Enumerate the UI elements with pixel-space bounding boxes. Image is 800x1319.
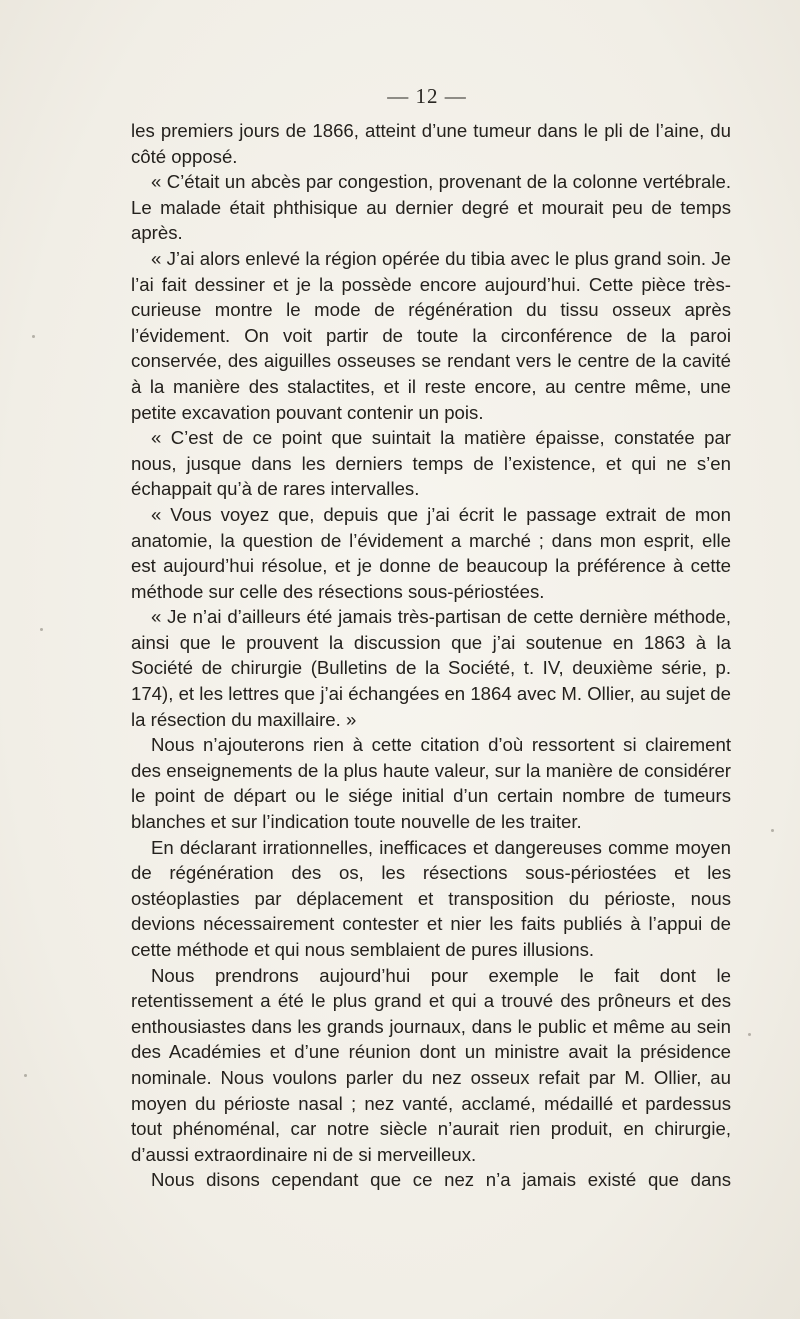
paragraph-7: Nous n’ajouterons rien à cette citation d’où ressortent si clairement des enseignements de la plus haute valeur, sur la manière de considérer le point de départ ou le siége initial d’un certain nombre de tumeurs blanches et sur l’indication toute nouvelle de les traiter. (131, 734, 731, 833)
paper-speck (40, 628, 43, 631)
paragraph-8: En déclarant irrationnelles, inefficaces et dangereuses comme moyen de régénération des os, les résections sous-périostées et les ostéoplasties par déplacement et transposition du périoste, nous devions nécessairement contester et nier les faits publiés à l’appui de cette méthode et qui nous semblaient de pures illusions. (131, 836, 731, 960)
paper-speck (32, 335, 35, 338)
paper-speck (748, 1033, 751, 1036)
paragraph-10: Nous disons cependant que ce nez n’a jamais existé que dans (151, 1169, 731, 1191)
paragraph-4: « C’est de ce point que suintait la matière épaisse, constatée par nous, jusque dans les derniers temps de l’existence, et qui ne s’en échappait qu’à de rares intervalles. (131, 427, 731, 500)
paper-speck (24, 1074, 27, 1077)
page-number: — 12 — (387, 84, 467, 108)
body-text (131, 118, 731, 1193)
paragraph-6: « Je n’ai d’ailleurs été jamais très-partisan de cette dernière méthode, ainsi que le prouvent la discussion que j’ai soutenue en 1863 à la Société de chirurgie (Bulletins de la Société, t. IV, deuxième série, p. 174), et les lettres que j’ai échangées en 1864 avec M. Ollier, au sujet de la résection du maxillaire. » (131, 606, 731, 730)
paragraph-9: Nous prendrons aujourd’hui pour exemple le fait dont le retentissement a été le plus grand et qui a trouvé des prôneurs et des enthousiastes dans les grands journaux, dans le public et même au sein des Académies et d’une réunion dont un ministre avait la présidence nominale. Nous voulons parler du nez osseux refait par M. Ollier, au moyen du périoste nasal ; nez vanté, acclamé, médaillé et pardessus tout phénoménal, car notre siècle n’aurait rien produit, en chirurgie, d’aussi extraordinaire ni de si merveilleux. (131, 964, 731, 1165)
paragraph-2: « C’était un abcès par congestion, provenant de la colonne vertébrale. Le malade était phthisique au dernier degré et mourait peu de temps après. (131, 171, 731, 244)
paragraph-3: « J’ai alors enlevé la région opérée du tibia avec le plus grand soin. Je l’ai fait dessiner et je la possède encore aujourd’hui. Cette pièce très-curieuse montre le mode de régénération du tissu osseux après l’évidement. On voit partir de toute la circonférence de la paroi conservée, des aiguilles osseuses se rendant vers le centre de la cavité à la manière des stalactites, et il reste encore, au centre même, une petite excavation pouvant contenir un pois. (131, 247, 731, 423)
paper-speck (771, 829, 774, 832)
paragraph-5: « Vous voyez que, depuis que j’ai écrit le passage extrait de mon anatomie, la question de l’évidement a marché ; dans mon esprit, elle est aujourd’hui résolue, et je donne de beaucoup la préférence à cette méthode sur celle des résections sous-périostées. (131, 503, 731, 602)
paragraph-1: les premiers jours de 1866, atteint d’une tumeur dans le pli de l’aine, du côté opposé. (131, 120, 731, 167)
